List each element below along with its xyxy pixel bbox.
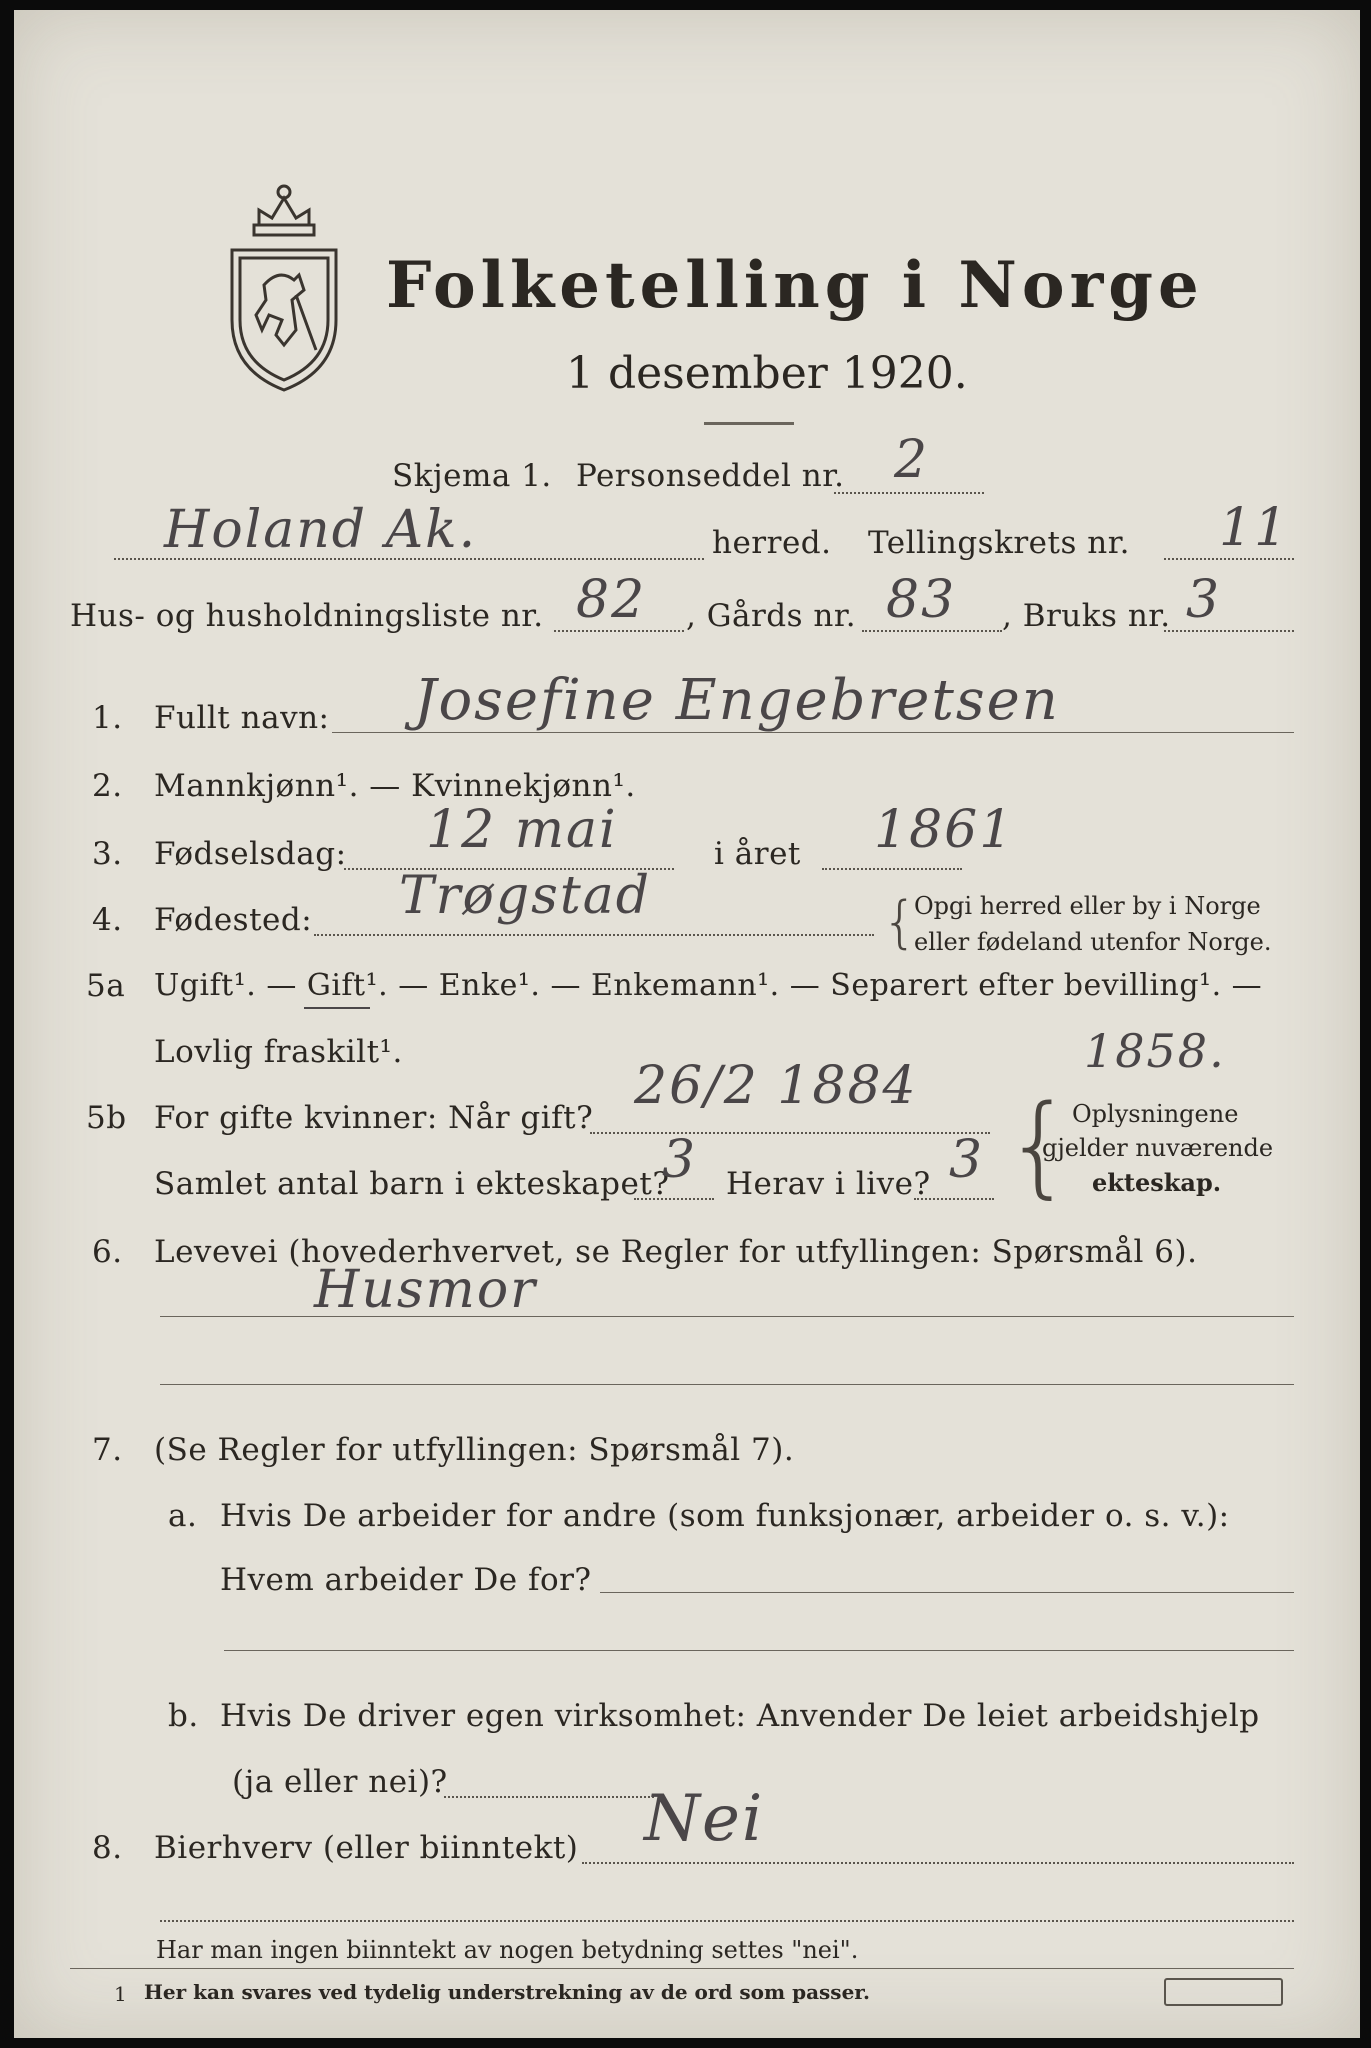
q2-label: Mannkjønn¹. — Kvinnekjønn¹. <box>154 768 636 804</box>
husholdning-label: Hus- og husholdningsliste nr. <box>70 598 544 634</box>
q6-label: Levevei (hovederhvervet, se Regler for utfyllingen: Spørsmål 6). <box>154 1234 1198 1270</box>
q6-line2 <box>160 1384 1294 1385</box>
q1-full-name-value[interactable]: Josefine Engebretsen <box>414 668 1060 733</box>
q4-line <box>314 934 874 936</box>
q4-note-line1: Opgi herred eller by i Norge <box>914 892 1261 920</box>
norwegian-coat-of-arms-icon <box>224 180 344 395</box>
q3-number: 3. <box>92 836 123 872</box>
q2-number: 2. <box>92 768 123 804</box>
herred-value[interactable]: Holand Ak. <box>164 500 478 560</box>
q5b-brace: { <box>1004 1081 1074 1209</box>
q7b-letter: b. <box>168 1698 199 1734</box>
gards-line <box>862 630 1002 632</box>
tellingskrets-line <box>1164 558 1294 560</box>
q5b-margin-note: 1858. <box>1084 1024 1226 1078</box>
q7a-line1: Hvis De arbeider for andre (som funksjonær, arbeider o. s. v.): <box>220 1498 1230 1534</box>
q5b-children-value[interactable]: 3 <box>662 1130 698 1190</box>
q8-line2 <box>160 1920 1294 1922</box>
q5a-number: 5a <box>86 968 126 1004</box>
gards-label: , Gårds nr. <box>686 598 857 634</box>
footnote-divider <box>70 1968 1294 1969</box>
biinntekt-note: Har man ingen biinntekt av nogen betydning settes "nei". <box>156 1936 859 1964</box>
q3-year-label: i året <box>714 836 801 872</box>
q5b-alive-label: Herav i live? <box>726 1166 931 1202</box>
q4-number: 4. <box>92 902 123 938</box>
q5b-alive-value[interactable]: 3 <box>949 1130 985 1190</box>
q5b-note-line3: ekteskap. <box>1092 1168 1222 1197</box>
personseddel-label: Personseddel nr. <box>576 458 845 494</box>
q1-number: 1. <box>92 700 123 736</box>
q8-side-income-value[interactable]: Nei <box>644 1782 765 1856</box>
q5a-options-line2: Lovlig fraskilt¹. <box>154 1034 403 1070</box>
q1-label: Fullt navn: <box>154 700 330 736</box>
husholdning-value[interactable]: 82 <box>576 570 647 630</box>
q3-birthday-value[interactable]: 12 mai <box>426 800 618 860</box>
q4-note-line2: eller fødeland utenfor Norge. <box>914 928 1272 956</box>
q5b-children-label: Samlet antal barn i ekteskapet? <box>154 1166 670 1202</box>
q7b-answer-line[interactable] <box>444 1796 654 1798</box>
tellingskrets-label: Tellingskrets nr. <box>868 525 1130 561</box>
census-date: 1 desember 1920. <box>566 348 968 399</box>
q5a-gift-underline[interactable] <box>304 1007 370 1009</box>
q7-label: (Se Regler for utfyllingen: Spørsmål 7). <box>154 1432 795 1468</box>
q5a-options-line1: Ugift¹. — Gift¹. — Enke¹. — Enkemann¹. — Separert efter bevilling¹. — <box>154 968 1263 1003</box>
q8-line <box>582 1862 1294 1864</box>
q7b-line1: Hvis De driver egen virksomhet: Anvender De leiet arbeidshjelp <box>220 1698 1260 1734</box>
q5b-marriage-date-value[interactable]: 26/2 1884 <box>634 1056 918 1116</box>
gards-value[interactable]: 83 <box>886 570 957 630</box>
q5b-marriage-line <box>590 1132 990 1134</box>
q3-label: Fødselsdag: <box>154 836 347 872</box>
q7a-answer-line2[interactable] <box>224 1650 1294 1651</box>
q4-brace: { <box>882 890 918 955</box>
footnote-text: Her kan svares ved tydelig understrekning av de ord som passer. <box>144 1980 870 2004</box>
q5b-alive-line <box>914 1198 994 1200</box>
q5b-label: For gifte kvinner: Når gift? <box>154 1100 594 1136</box>
q6-occupation-value[interactable]: Husmor <box>314 1260 537 1320</box>
footnote-mark: 1 <box>114 1982 127 2006</box>
q3-year-line <box>822 868 962 870</box>
q7a-line2: Hvem arbeider De for? <box>220 1562 592 1598</box>
q7-number: 7. <box>92 1432 123 1468</box>
q3-year-value[interactable]: 1861 <box>874 800 1015 860</box>
q6-line1 <box>160 1316 1294 1317</box>
q5b-number: 5b <box>86 1100 127 1136</box>
q7b-line2: (ja eller nei)? <box>232 1764 448 1800</box>
husholdning-line <box>554 630 684 632</box>
q8-number: 8. <box>92 1830 123 1866</box>
census-form-sheet <box>14 10 1360 2038</box>
bruks-line <box>1164 630 1294 632</box>
q7a-letter: a. <box>168 1498 198 1534</box>
q4-label: Fødested: <box>154 902 313 938</box>
printer-stamp <box>1164 1978 1283 2006</box>
q8-label: Bierhverv (eller biinntekt) <box>154 1830 579 1866</box>
personseddel-line <box>834 492 984 494</box>
title-divider <box>704 422 794 425</box>
bruks-value[interactable]: 3 <box>1186 570 1222 630</box>
q4-birthplace-value[interactable]: Trøgstad <box>399 866 652 926</box>
q6-number: 6. <box>92 1234 123 1270</box>
personseddel-value[interactable]: 2 <box>894 430 930 490</box>
form-title: Folketelling i Norge <box>386 248 1204 323</box>
q5b-note-line1: Oplysningene <box>1072 1100 1239 1128</box>
herred-label: herred. <box>712 525 832 561</box>
bruks-label: , Bruks nr. <box>1002 598 1171 634</box>
skjema-label: Skjema 1. <box>392 458 552 494</box>
q7a-answer-line1[interactable] <box>600 1592 1294 1593</box>
q5b-note-line2: gjelder nuværende <box>1042 1134 1274 1162</box>
q5b-children-line <box>634 1198 714 1200</box>
tellingskrets-value[interactable]: 11 <box>1219 498 1290 558</box>
